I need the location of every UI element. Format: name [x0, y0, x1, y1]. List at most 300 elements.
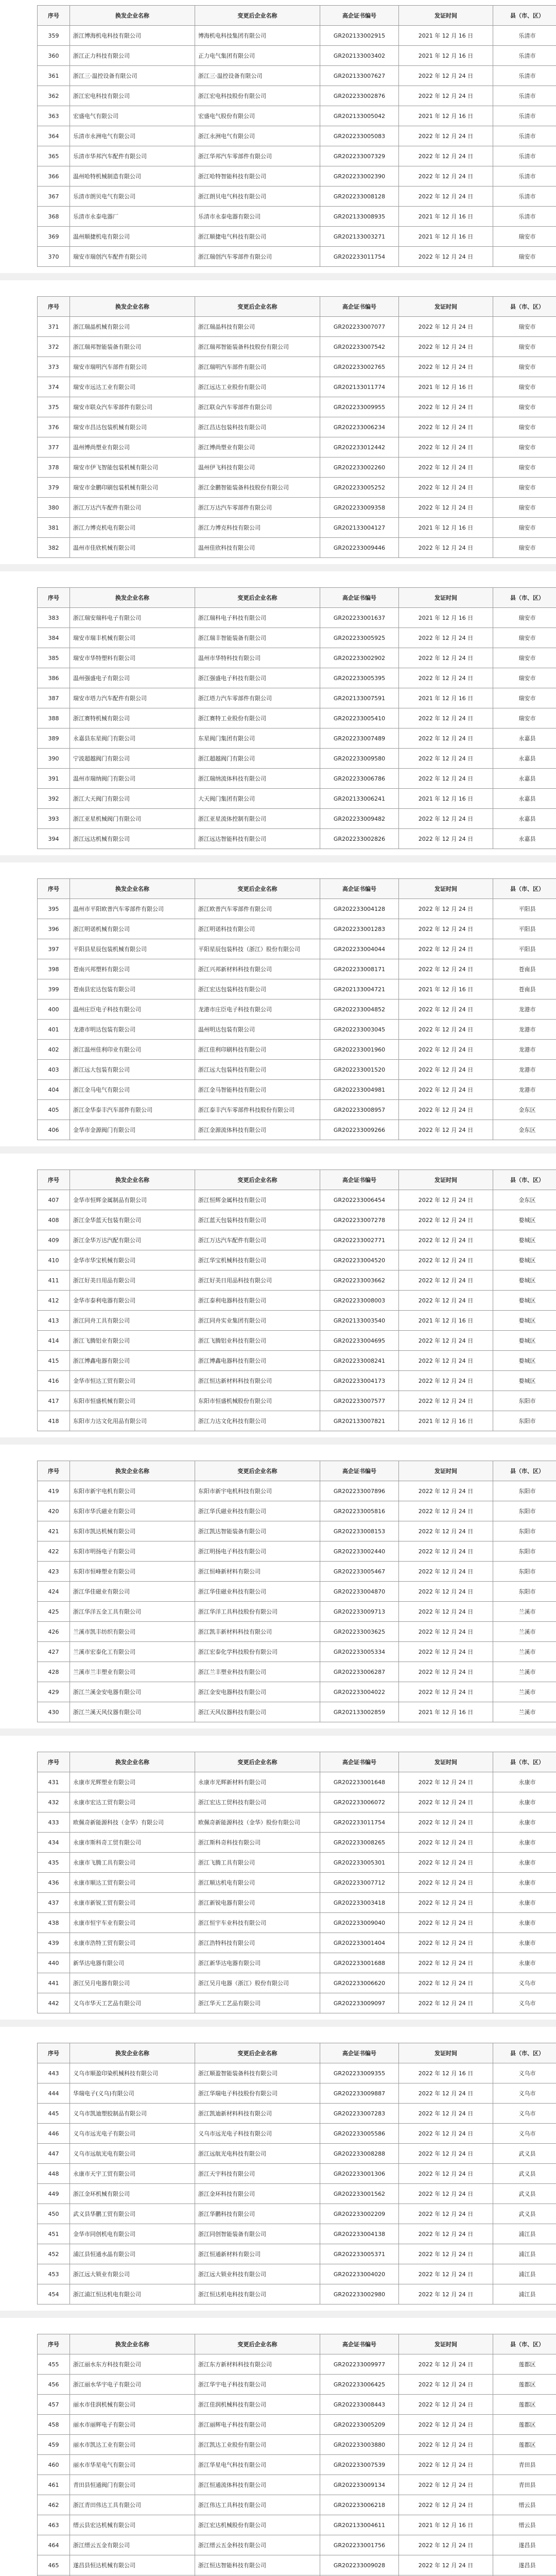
- table-cell: 瑞安市: [493, 317, 556, 337]
- table-cell: GR202233004852: [320, 999, 399, 1020]
- table-cell: 浙江塔力汽车零部件有限公司: [195, 688, 320, 708]
- table-cell: 2022 年 12 月 24 日: [399, 1210, 493, 1230]
- table-cell: GR202133007591: [320, 688, 399, 708]
- table-cell: 410: [38, 1250, 70, 1270]
- table-row: [38, 1270, 556, 1291]
- table-row: [38, 2083, 556, 2104]
- table-row: [38, 1702, 556, 1722]
- table-row: [38, 518, 556, 538]
- table-cell: 浙江新锐电器有限公司: [195, 1893, 320, 1913]
- table-cell: 永康市: [493, 1812, 556, 1833]
- table-cell: 2022 年 12 月 24 日: [399, 1250, 493, 1270]
- table-cell: 东阳市凯达机械有限公司: [70, 1521, 195, 1541]
- table-cell: 377: [38, 437, 70, 457]
- table-cell: 浙江瑞安瑞科电子有限公司: [70, 608, 195, 628]
- column-header: 高企证书编号: [320, 588, 399, 608]
- table-cell: 445: [38, 2104, 70, 2124]
- table-cell: GR202233005586: [320, 2124, 399, 2144]
- table-cell: 浙江金华万达汽配有限公司: [70, 1230, 195, 1250]
- table-cell: 浙江瑞晶科技有限公司: [195, 317, 320, 337]
- table-cell: 瑞安市: [493, 538, 556, 558]
- table-row: [38, 1291, 556, 1311]
- table-cell: 浙江昌达包装科技有限公司: [195, 417, 320, 437]
- table-header-row: [38, 1461, 556, 1481]
- table-cell: GR202233009097: [320, 1993, 399, 2013]
- table-cell: 439: [38, 1933, 70, 1953]
- table-cell: 婺城区: [493, 1210, 556, 1230]
- table-cell: 2022 年 12 月 24 日: [399, 1662, 493, 1682]
- table-cell: 浙江明诺科技有限公司: [195, 919, 320, 939]
- table-row: [38, 1792, 556, 1812]
- table-cell: 浙江同创智能装备有限公司: [195, 2224, 320, 2244]
- table-cell: 438: [38, 1913, 70, 1933]
- table-header-row: [38, 879, 556, 899]
- table-cell: GR202233005925: [320, 628, 399, 648]
- table-cell: 婺城区: [493, 1230, 556, 1250]
- table-cell: 360: [38, 46, 70, 66]
- table-cell: GR202233009580: [320, 749, 399, 769]
- table-cell: 2022 年 12 月 16 日: [399, 2063, 493, 2083]
- table-cell: 453: [38, 2264, 70, 2284]
- table-cell: GR202233002390: [320, 166, 399, 187]
- table-cell: 浙江凯达智能装备有限公司: [195, 1521, 320, 1541]
- table-cell: 2022 年 12 月 24 日: [399, 2495, 493, 2515]
- table-cell: 416: [38, 1371, 70, 1391]
- table-cell: 407: [38, 1190, 70, 1210]
- table-cell: 浙江佳润机械科技有限公司: [195, 2395, 320, 2415]
- table-cell: 瑞安市: [493, 478, 556, 498]
- table-cell: 东阳市明扬电子有限公司: [70, 1541, 195, 1562]
- table-cell: 2021 年 12 月 16 日: [399, 518, 493, 538]
- table-cell: 浙江恒达机电科技有限公司: [195, 2284, 320, 2304]
- column-header: 变更后企业名称: [195, 1461, 320, 1481]
- table-header-row: [38, 588, 556, 608]
- table-cell: 浙江好美日用品有限公司: [70, 1270, 195, 1291]
- table-cell: 451: [38, 2224, 70, 2244]
- table-cell: 乐清市: [493, 26, 556, 46]
- column-header: 发证时间: [399, 2334, 493, 2354]
- table-cell: GR202233008288: [320, 2144, 399, 2164]
- table-row: [38, 457, 556, 478]
- table-cell: 2022 年 12 月 24 日: [399, 959, 493, 979]
- table-cell: 东阳市: [493, 1481, 556, 1501]
- table-cell: 婺城区: [493, 1250, 556, 1270]
- column-header: 县（市、区）: [493, 6, 556, 26]
- table-cell: 436: [38, 1873, 70, 1893]
- table-row: [38, 377, 556, 397]
- table-cell: GR202233007329: [320, 146, 399, 166]
- table-cell: GR202233005209: [320, 2415, 399, 2435]
- table-cell: 2021 年 12 月 16 日: [399, 207, 493, 227]
- table-cell: GR202233009358: [320, 498, 399, 518]
- table-row: [38, 2104, 556, 2124]
- table-cell: 永嘉县东星阀门有限公司: [70, 728, 195, 749]
- table-cell: 浙江同舟工具有限公司: [70, 1311, 195, 1331]
- table-cell: 373: [38, 357, 70, 377]
- table-cell: 2022 年 12 月 24 日: [399, 2083, 493, 2104]
- table-row: [38, 1602, 556, 1622]
- table-cell: 浙江瑞邦智能装备科技股份有限公司: [195, 337, 320, 357]
- table-cell: 金华市泰利电器有限公司: [70, 1291, 195, 1311]
- table-cell: 金东区: [493, 1100, 556, 1120]
- table-cell: 391: [38, 769, 70, 789]
- table-cell: GR202233007896: [320, 1481, 399, 1501]
- table-cell: GR202233007539: [320, 2455, 399, 2475]
- table-cell: 370: [38, 247, 70, 267]
- table-cell: GR202233007577: [320, 1391, 399, 1411]
- table-cell: 莲都区: [493, 2415, 556, 2435]
- table-cell: 瑞安市: [493, 417, 556, 437]
- table-row: [38, 2435, 556, 2455]
- table-cell: 浙江丽水华宇电子有限公司: [70, 2375, 195, 2395]
- table-header-row: [38, 1752, 556, 1772]
- column-header: 高企证书编号: [320, 879, 399, 899]
- table-row: [38, 1020, 556, 1040]
- table-cell: GR202233001520: [320, 1060, 399, 1080]
- table-row: [38, 146, 556, 166]
- table-cell: 欧佩奇新能源科技（金华）有限公司: [70, 1812, 195, 1833]
- table-cell: 温州佳欣科技有限公司: [195, 538, 320, 558]
- certificate-table: [37, 5, 556, 267]
- table-cell: 390: [38, 749, 70, 769]
- column-header: 县（市、区）: [493, 588, 556, 608]
- table-cell: GR202233009266: [320, 1120, 399, 1140]
- table-cell: 423: [38, 1562, 70, 1582]
- section-divider: [0, 1437, 556, 1445]
- table-row: [38, 46, 556, 66]
- column-header: 序号: [38, 1170, 70, 1190]
- table-cell: 2022 年 12 月 24 日: [399, 829, 493, 849]
- table-cell: GR202233009028: [320, 2555, 399, 2575]
- table-cell: 龙港市: [493, 1020, 556, 1040]
- table-cell: 浙江联众汽车零部件有限公司: [195, 397, 320, 417]
- column-header: 换发企业名称: [70, 2043, 195, 2063]
- table-cell: 义乌市远航光电有限公司: [70, 2144, 195, 2164]
- table-row: [38, 397, 556, 417]
- table-cell: GR202133011774: [320, 377, 399, 397]
- table-cell: GR202233009134: [320, 2475, 399, 2495]
- table-cell: 浙江华佳磁业有限公司: [70, 1582, 195, 1602]
- table-cell: 苍南兴邦塑料有限公司: [70, 959, 195, 979]
- section-divider: [0, 2020, 556, 2027]
- table-cell: GR202233007542: [320, 337, 399, 357]
- table-cell: 2022 年 12 月 24 日: [399, 1622, 493, 1642]
- table-cell: 浙江顺达机电有限公司: [195, 1873, 320, 1893]
- table-row: [38, 1933, 556, 1953]
- table-cell: 430: [38, 1702, 70, 1722]
- table-row: [38, 66, 556, 86]
- table-cell: 2022 年 12 月 24 日: [399, 317, 493, 337]
- table-cell: 2022 年 12 月 24 日: [399, 2144, 493, 2164]
- table-cell: GR202233004981: [320, 1080, 399, 1100]
- table-row: [38, 2354, 556, 2375]
- table-cell: 永康市斯科奇工贸有限公司: [70, 1833, 195, 1853]
- column-header: 序号: [38, 2334, 70, 2354]
- column-header: 发证时间: [399, 588, 493, 608]
- table-cell: 366: [38, 166, 70, 187]
- table-cell: 正力电气集团有限公司: [195, 46, 320, 66]
- table-cell: 乐清市永洲电气有限公司: [70, 126, 195, 146]
- table-cell: 浙江明诺机械有限公司: [70, 919, 195, 939]
- table-cell: 2022 年 12 月 24 日: [399, 1873, 493, 1893]
- table-row: [38, 939, 556, 959]
- table-row: [38, 2375, 556, 2395]
- table-cell: 435: [38, 1853, 70, 1873]
- table-row: [38, 1642, 556, 1662]
- table-cell: 温州强盛电子有限公司: [70, 668, 195, 688]
- table-cell: 婺城区: [493, 1331, 556, 1351]
- table-cell: 2022 年 12 月 24 日: [399, 1893, 493, 1913]
- table-header-row: [38, 2334, 556, 2354]
- table-cell: 464: [38, 2535, 70, 2555]
- table-cell: 宏盛电气有限公司: [70, 106, 195, 126]
- table-row: [38, 2284, 556, 2304]
- table-cell: 2022 年 12 月 24 日: [399, 2535, 493, 2555]
- table-cell: 华瑞电子(义乌)有限公司: [70, 2083, 195, 2104]
- table-cell: 永康市: [493, 1893, 556, 1913]
- column-header: 县（市、区）: [493, 2334, 556, 2354]
- table-cell: 东阳市恒峰塑业有限公司: [70, 1562, 195, 1582]
- table-cell: 浙江恒达智能科技有限公司: [195, 2555, 320, 2575]
- table-cell: 浙江远大锁业科技有限公司: [195, 2264, 320, 2284]
- table-cell: 苍南县: [493, 959, 556, 979]
- table-row: [38, 498, 556, 518]
- table-row: [38, 2063, 556, 2083]
- table-cell: 浙江亚星机械阀门有限公司: [70, 809, 195, 829]
- table-row: [38, 728, 556, 749]
- table-cell: 2022 年 12 月 24 日: [399, 2455, 493, 2475]
- table-cell: GR202233009482: [320, 809, 399, 829]
- table-cell: GR202233005334: [320, 1642, 399, 1662]
- table-row: [38, 317, 556, 337]
- table-cell: 金东区: [493, 1120, 556, 1140]
- table-cell: 2021 年 12 月 16 日: [399, 789, 493, 809]
- table-cell: 义乌市远光电子有限公司: [70, 2124, 195, 2144]
- table-cell: 兰溪市: [493, 1642, 556, 1662]
- table-cell: 乐清市: [493, 126, 556, 146]
- table-cell: 兰溪市: [493, 1622, 556, 1642]
- table-cell: 东阳市: [493, 1521, 556, 1541]
- table-cell: 义乌市: [493, 2083, 556, 2104]
- table-cell: 缙云县: [493, 2495, 556, 2515]
- certificate-table: [37, 878, 556, 1140]
- table-cell: 龙港市: [493, 1040, 556, 1060]
- table-cell: 宏盛电气股份有限公司: [195, 106, 320, 126]
- table-cell: 浦江县: [493, 2264, 556, 2284]
- table-cell: 瑞安市: [493, 437, 556, 457]
- column-header: 高企证书编号: [320, 2334, 399, 2354]
- column-header: 发证时间: [399, 297, 493, 317]
- table-cell: GR202233009977: [320, 2354, 399, 2375]
- table-cell: GR202233003662: [320, 1270, 399, 1291]
- table-cell: 东阳市: [493, 1541, 556, 1562]
- table-cell: 青田县: [493, 2475, 556, 2495]
- table-header-row: [38, 1170, 556, 1190]
- table-cell: 兰溪市凯丰纺织有限公司: [70, 1622, 195, 1642]
- table-cell: 2022 年 12 月 24 日: [399, 1853, 493, 1873]
- table-cell: 2022 年 12 月 24 日: [399, 397, 493, 417]
- table-cell: GR202233001648: [320, 1772, 399, 1792]
- table-cell: 361: [38, 66, 70, 86]
- certificate-table: [37, 296, 556, 558]
- table-cell: 浙江华鹏科技有限公司: [195, 2204, 320, 2224]
- column-header: 县（市、区）: [493, 879, 556, 899]
- table-cell: 403: [38, 1060, 70, 1080]
- table-cell: 2022 年 12 月 24 日: [399, 187, 493, 207]
- table-cell: 浙江远航光电科技有限公司: [195, 2144, 320, 2164]
- table-cell: 兰溪市: [493, 1702, 556, 1722]
- table-cell: 浙江宏电科技有限公司: [70, 86, 195, 106]
- table-cell: 2022 年 12 月 24 日: [399, 1973, 493, 1993]
- table-cell: GR202233005301: [320, 1853, 399, 1873]
- table-cell: 浙江新华达电器有限公司: [195, 1953, 320, 1973]
- section-divider: [0, 855, 556, 862]
- table-cell: 缙云县宏达机械有限公司: [70, 2515, 195, 2535]
- table-cell: 浙江浩特科技有限公司: [195, 1933, 320, 1953]
- table-cell: 义乌市: [493, 2124, 556, 2144]
- table-cell: 浙江缙云五金科技有限公司: [195, 2535, 320, 2555]
- table-cell: 397: [38, 939, 70, 959]
- table-cell: 浙江恒达新材料科技有限公司: [195, 1371, 320, 1391]
- table-cell: 浦江县: [493, 2284, 556, 2304]
- table-cell: 浙江恒峰新材料有限公司: [195, 1562, 320, 1582]
- table-cell: 2022 年 12 月 24 日: [399, 1682, 493, 1702]
- table-cell: 温州伊飞科技有限公司: [195, 457, 320, 478]
- table-cell: 浙江华宝机械科技有限公司: [195, 1250, 320, 1270]
- column-header: 序号: [38, 2043, 70, 2063]
- table-cell: 浙江力博克机电有限公司: [70, 518, 195, 538]
- table-cell: GR202133005042: [320, 106, 399, 126]
- table-cell: 温州顺捷机电有限公司: [70, 227, 195, 247]
- table-row: [38, 227, 556, 247]
- table-cell: 388: [38, 708, 70, 728]
- table-cell: 浙江兰溪金安电器有限公司: [70, 1682, 195, 1702]
- table-cell: 375: [38, 397, 70, 417]
- table-cell: 浙江金源流体科技有限公司: [195, 1120, 320, 1140]
- table-cell: 398: [38, 959, 70, 979]
- column-header: 换发企业名称: [70, 1461, 195, 1481]
- table-cell: 2022 年 12 月 24 日: [399, 1602, 493, 1622]
- table-cell: 浙江万达汽车零部件有限公司: [195, 498, 320, 518]
- table-cell: GR202233008957: [320, 1100, 399, 1120]
- table-cell: 浙江金马智能科技有限公司: [195, 1080, 320, 1100]
- table-cell: 浙江力博克科技有限公司: [195, 518, 320, 538]
- table-cell: 温州博尚塑业有限公司: [70, 437, 195, 457]
- table-row: [38, 1411, 556, 1431]
- table-cell: GR202233002876: [320, 86, 399, 106]
- table-cell: 434: [38, 1833, 70, 1853]
- column-header: 变更后企业名称: [195, 2334, 320, 2354]
- table-cell: 2022 年 12 月 24 日: [399, 648, 493, 668]
- table-cell: 415: [38, 1351, 70, 1371]
- table-cell: GR202133004127: [320, 518, 399, 538]
- table-cell: 2022 年 12 月 24 日: [399, 337, 493, 357]
- table-cell: 永康市: [493, 1933, 556, 1953]
- table-row: [38, 1541, 556, 1562]
- table-cell: 2022 年 12 月 24 日: [399, 2354, 493, 2375]
- table-row: [38, 2244, 556, 2264]
- table-row: [38, 2555, 556, 2575]
- table-cell: GR202233002980: [320, 2284, 399, 2304]
- table-cell: 402: [38, 1040, 70, 1060]
- table-cell: 浙江好美日用品科技有限公司: [195, 1270, 320, 1291]
- table-cell: 遂昌县恒达机械有限公司: [70, 2555, 195, 2575]
- column-header: 县（市、区）: [493, 1752, 556, 1772]
- table-cell: 乐清市: [493, 46, 556, 66]
- table-cell: 温州市佳欣机械有限公司: [70, 538, 195, 558]
- table-cell: 2022 年 12 月 24 日: [399, 457, 493, 478]
- table-cell: 369: [38, 227, 70, 247]
- table-row: [38, 2204, 556, 2224]
- table-cell: 瑞安市: [493, 688, 556, 708]
- table-cell: 2022 年 12 月 24 日: [399, 728, 493, 749]
- table-cell: GR202233004870: [320, 1582, 399, 1602]
- table-cell: 遂昌县: [493, 2555, 556, 2575]
- table-cell: 浙江博鑫电器科技有限公司: [195, 1351, 320, 1371]
- table-cell: 2022 年 12 月 24 日: [399, 247, 493, 267]
- table-cell: GR202233008153: [320, 1521, 399, 1541]
- table-cell: 362: [38, 86, 70, 106]
- table-cell: 浙江远达智能科技有限公司: [195, 829, 320, 849]
- table-row: [38, 1853, 556, 1873]
- table-cell: 2022 年 12 月 24 日: [399, 1812, 493, 1833]
- table-cell: 2022 年 12 月 24 日: [399, 1371, 493, 1391]
- column-header: 序号: [38, 588, 70, 608]
- table-cell: 浙江三·温控设备有限公司: [70, 66, 195, 86]
- table-row: [38, 959, 556, 979]
- table-cell: GR202233005816: [320, 1501, 399, 1521]
- table-row: [38, 417, 556, 437]
- table-cell: 429: [38, 1682, 70, 1702]
- table-row: [38, 749, 556, 769]
- table-cell: 浙江泰丰汽车零部件科技股份有限公司: [195, 1100, 320, 1120]
- table-row: [38, 708, 556, 728]
- table-cell: GR202233006234: [320, 417, 399, 437]
- table-cell: 359: [38, 26, 70, 46]
- table-cell: 永康市: [493, 1772, 556, 1792]
- table-cell: GR202233009446: [320, 538, 399, 558]
- table-cell: 东阳市: [493, 1411, 556, 1431]
- table-row: [38, 668, 556, 688]
- table-cell: 兰溪市: [493, 1662, 556, 1682]
- table-cell: 浙江赛特工业股份有限公司: [195, 708, 320, 728]
- table-cell: 浙江缙云五金有限公司: [70, 2535, 195, 2555]
- table-cell: 2022 年 12 月 24 日: [399, 357, 493, 377]
- table-cell: 永康市: [493, 1833, 556, 1853]
- table-cell: GR202233004128: [320, 899, 399, 919]
- table-cell: 永康市顺达工贸有限公司: [70, 1873, 195, 1893]
- table-cell: 2022 年 12 月 24 日: [399, 2375, 493, 2395]
- table-cell: GR202233005371: [320, 2244, 399, 2264]
- column-header: 序号: [38, 1461, 70, 1481]
- table-cell: 义乌市: [493, 1993, 556, 2013]
- table-cell: 浙江宏达机械股份有限公司: [195, 2515, 320, 2535]
- table-cell: 460: [38, 2455, 70, 2475]
- table-cell: GR202133004721: [320, 979, 399, 999]
- table-cell: 393: [38, 809, 70, 829]
- table-cell: 瑞安市: [493, 648, 556, 668]
- table-cell: 永康市新锐工贸有限公司: [70, 1893, 195, 1913]
- table-row: [38, 1190, 556, 1210]
- table-cell: 浙江凯达工业股份有限公司: [195, 2435, 320, 2455]
- table-cell: 2021 年 12 月 16 日: [399, 1311, 493, 1331]
- table-cell: GR202233005395: [320, 668, 399, 688]
- table-cell: 浙江朗贝电气科技有限公司: [195, 187, 320, 207]
- table-cell: 浙江瑞邦智能装备有限公司: [70, 337, 195, 357]
- table-cell: 浙江华星电气科技有限公司: [195, 2455, 320, 2475]
- table-cell: 394: [38, 829, 70, 849]
- table-cell: 瑞安市: [493, 227, 556, 247]
